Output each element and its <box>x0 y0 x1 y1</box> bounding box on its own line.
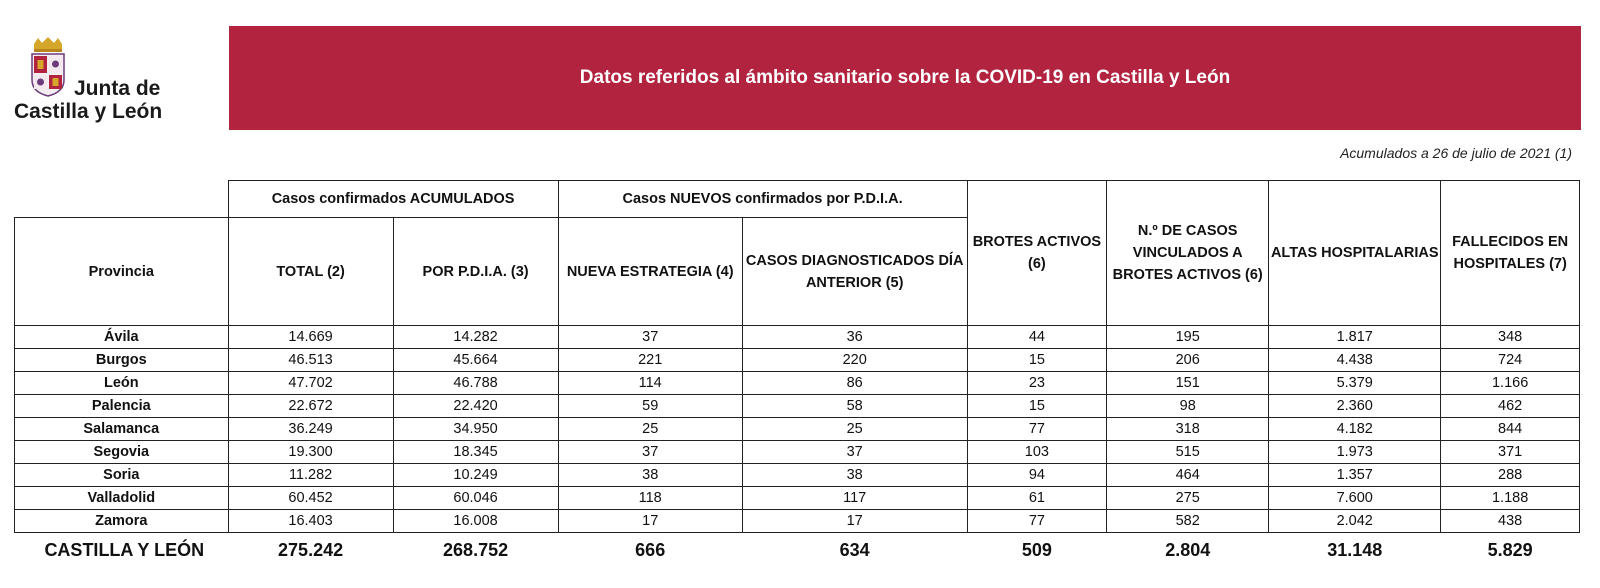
cell-pdia: 10.249 <box>393 464 558 487</box>
cell-nueva-estrategia: 37 <box>558 441 742 464</box>
total-cell-altas: 31.148 <box>1327 539 1383 560</box>
cell-brotes: 61 <box>967 487 1107 510</box>
cell-fallecidos: 371 <box>1441 441 1580 464</box>
cell-provincia: Segovia <box>15 441 229 464</box>
cell-brotes: 103 <box>967 441 1107 464</box>
header-diagnosticados: CASOS DIAGNOSTICADOS DÍA ANTERIOR (5) <box>742 218 967 326</box>
cell-pdia: 18.345 <box>393 441 558 464</box>
table-row <box>15 510 1580 533</box>
cell-nueva-estrategia: 25 <box>558 418 742 441</box>
cell-altas: 4.438 <box>1269 349 1441 372</box>
cell-nueva-estrategia: 221 <box>558 349 742 372</box>
total-cell-pdia: 268.752 <box>443 539 509 560</box>
cell-vinculados: 275 <box>1107 487 1269 510</box>
cell-pdia: 34.950 <box>393 418 558 441</box>
total-cell-label: CASTILLA Y LEÓN <box>44 539 205 560</box>
cell-brotes: 94 <box>967 464 1107 487</box>
cell-nueva-estrategia: 114 <box>558 372 742 395</box>
cell-provincia: Salamanca <box>15 418 229 441</box>
cell-nueva-estrategia: 37 <box>558 326 742 349</box>
cell-fallecidos: 1.166 <box>1441 372 1580 395</box>
table-row <box>15 326 1580 349</box>
cell-altas: 1.973 <box>1269 441 1441 464</box>
cell-total: 19.300 <box>228 441 393 464</box>
cell-altas: 2.360 <box>1269 395 1441 418</box>
header-fallecidos: FALLECIDOS EN HOSPITALES (7) <box>1441 181 1580 326</box>
cell-total: 60.452 <box>228 487 393 510</box>
cell-vinculados: 151 <box>1107 372 1269 395</box>
cell-provincia: Valladolid <box>15 487 229 510</box>
table-row <box>15 349 1580 372</box>
cell-vinculados: 582 <box>1107 510 1269 533</box>
table-row <box>15 395 1580 418</box>
cell-altas: 1.817 <box>1269 326 1441 349</box>
header-altas: ALTAS HOSPITALARIAS <box>1269 181 1441 326</box>
cell-nueva-estrategia: 118 <box>558 487 742 510</box>
cell-total: 46.513 <box>228 349 393 372</box>
cell-diagnosticados: 36 <box>742 326 967 349</box>
castilla-leon-crest-icon <box>28 36 68 98</box>
cell-fallecidos: 724 <box>1441 349 1580 372</box>
cell-altas: 5.379 <box>1269 372 1441 395</box>
cell-diagnosticados: 117 <box>742 487 967 510</box>
cell-diagnosticados: 37 <box>742 441 967 464</box>
cell-total: 14.669 <box>228 326 393 349</box>
covid-data-table <box>14 180 1580 567</box>
cell-pdia: 46.788 <box>393 372 558 395</box>
cell-total: 16.403 <box>228 510 393 533</box>
junta-logo <box>14 30 214 130</box>
date-subtitle: Acumulados a 26 de julio de 2021 (1) <box>1340 145 1572 161</box>
cell-pdia: 60.046 <box>393 487 558 510</box>
cell-altas: 7.600 <box>1269 487 1441 510</box>
cell-vinculados: 464 <box>1107 464 1269 487</box>
cell-brotes: 77 <box>967 418 1107 441</box>
cell-fallecidos: 348 <box>1441 326 1580 349</box>
cell-diagnosticados: 58 <box>742 395 967 418</box>
cell-nueva-estrategia: 17 <box>558 510 742 533</box>
cell-provincia: Burgos <box>15 349 229 372</box>
cell-brotes: 15 <box>967 395 1107 418</box>
header-provincia: Provincia <box>15 218 229 326</box>
total-row <box>15 533 1580 568</box>
cell-vinculados: 206 <box>1107 349 1269 372</box>
total-cell-fallecidos: 5.829 <box>1487 539 1533 560</box>
cell-vinculados: 318 <box>1107 418 1269 441</box>
cell-pdia: 45.664 <box>393 349 558 372</box>
total-cell-brotes: 509 <box>1021 539 1052 560</box>
table-row <box>15 418 1580 441</box>
logo-text-line2: Castilla y León <box>14 100 163 123</box>
cell-altas: 1.357 <box>1269 464 1441 487</box>
cell-total: 22.672 <box>228 395 393 418</box>
cell-provincia: Soria <box>15 464 229 487</box>
cell-brotes: 77 <box>967 510 1107 533</box>
cell-brotes: 23 <box>967 372 1107 395</box>
cell-diagnosticados: 86 <box>742 372 967 395</box>
cell-fallecidos: 438 <box>1441 510 1580 533</box>
table-row <box>15 464 1580 487</box>
logo-text-line1: Junta de <box>74 77 161 100</box>
cell-vinculados: 195 <box>1107 326 1269 349</box>
cell-provincia: Palencia <box>15 395 229 418</box>
cell-provincia: Zamora <box>15 510 229 533</box>
cell-pdia: 16.008 <box>393 510 558 533</box>
group-header-acumulados: Casos confirmados ACUMULADOS <box>228 181 558 218</box>
header-brotes: BROTES ACTIVOS (6) <box>967 181 1107 326</box>
cell-altas: 4.182 <box>1269 418 1441 441</box>
cell-nueva-estrategia: 59 <box>558 395 742 418</box>
header-empty-cell <box>15 181 229 218</box>
cell-vinculados: 98 <box>1107 395 1269 418</box>
cell-total: 36.249 <box>228 418 393 441</box>
title-banner <box>229 26 1581 130</box>
cell-brotes: 15 <box>967 349 1107 372</box>
banner-title: Datos referidos al ámbito sanitario sobre la COVID-19 en Castilla y León <box>579 67 1231 88</box>
cell-total: 47.702 <box>228 372 393 395</box>
total-cell-diagnosticados: 634 <box>839 539 870 560</box>
cell-pdia: 22.420 <box>393 395 558 418</box>
group-header-nuevos: Casos NUEVOS confirmados por P.D.I.A. <box>558 181 967 218</box>
total-cell-vinculados: 2.804 <box>1165 539 1211 560</box>
cell-provincia: León <box>15 372 229 395</box>
header-pdia: POR P.D.I.A. (3) <box>393 218 558 326</box>
table-row <box>15 441 1580 464</box>
cell-diagnosticados: 220 <box>742 349 967 372</box>
header-vinculados: N.º DE CASOS VINCULADOS A BROTES ACTIVOS (6) <box>1107 181 1269 326</box>
total-cell-total: 275.242 <box>278 539 344 560</box>
cell-pdia: 14.282 <box>393 326 558 349</box>
cell-fallecidos: 844 <box>1441 418 1580 441</box>
table-row <box>15 372 1580 395</box>
cell-diagnosticados: 38 <box>742 464 967 487</box>
cell-fallecidos: 1.188 <box>1441 487 1580 510</box>
cell-diagnosticados: 17 <box>742 510 967 533</box>
cell-brotes: 44 <box>967 326 1107 349</box>
cell-altas: 2.042 <box>1269 510 1441 533</box>
cell-total: 11.282 <box>228 464 393 487</box>
header-nueva-estrategia: NUEVA ESTRATEGIA (4) <box>558 218 742 326</box>
cell-nueva-estrategia: 38 <box>558 464 742 487</box>
cell-vinculados: 515 <box>1107 441 1269 464</box>
cell-provincia: Ávila <box>15 326 229 349</box>
table-row <box>15 487 1580 510</box>
table-body <box>15 326 1580 568</box>
cell-fallecidos: 288 <box>1441 464 1580 487</box>
cell-fallecidos: 462 <box>1441 395 1580 418</box>
total-cell-nueva-estrategia: 666 <box>635 539 666 560</box>
header-total: TOTAL (2) <box>228 218 393 326</box>
cell-diagnosticados: 25 <box>742 418 967 441</box>
